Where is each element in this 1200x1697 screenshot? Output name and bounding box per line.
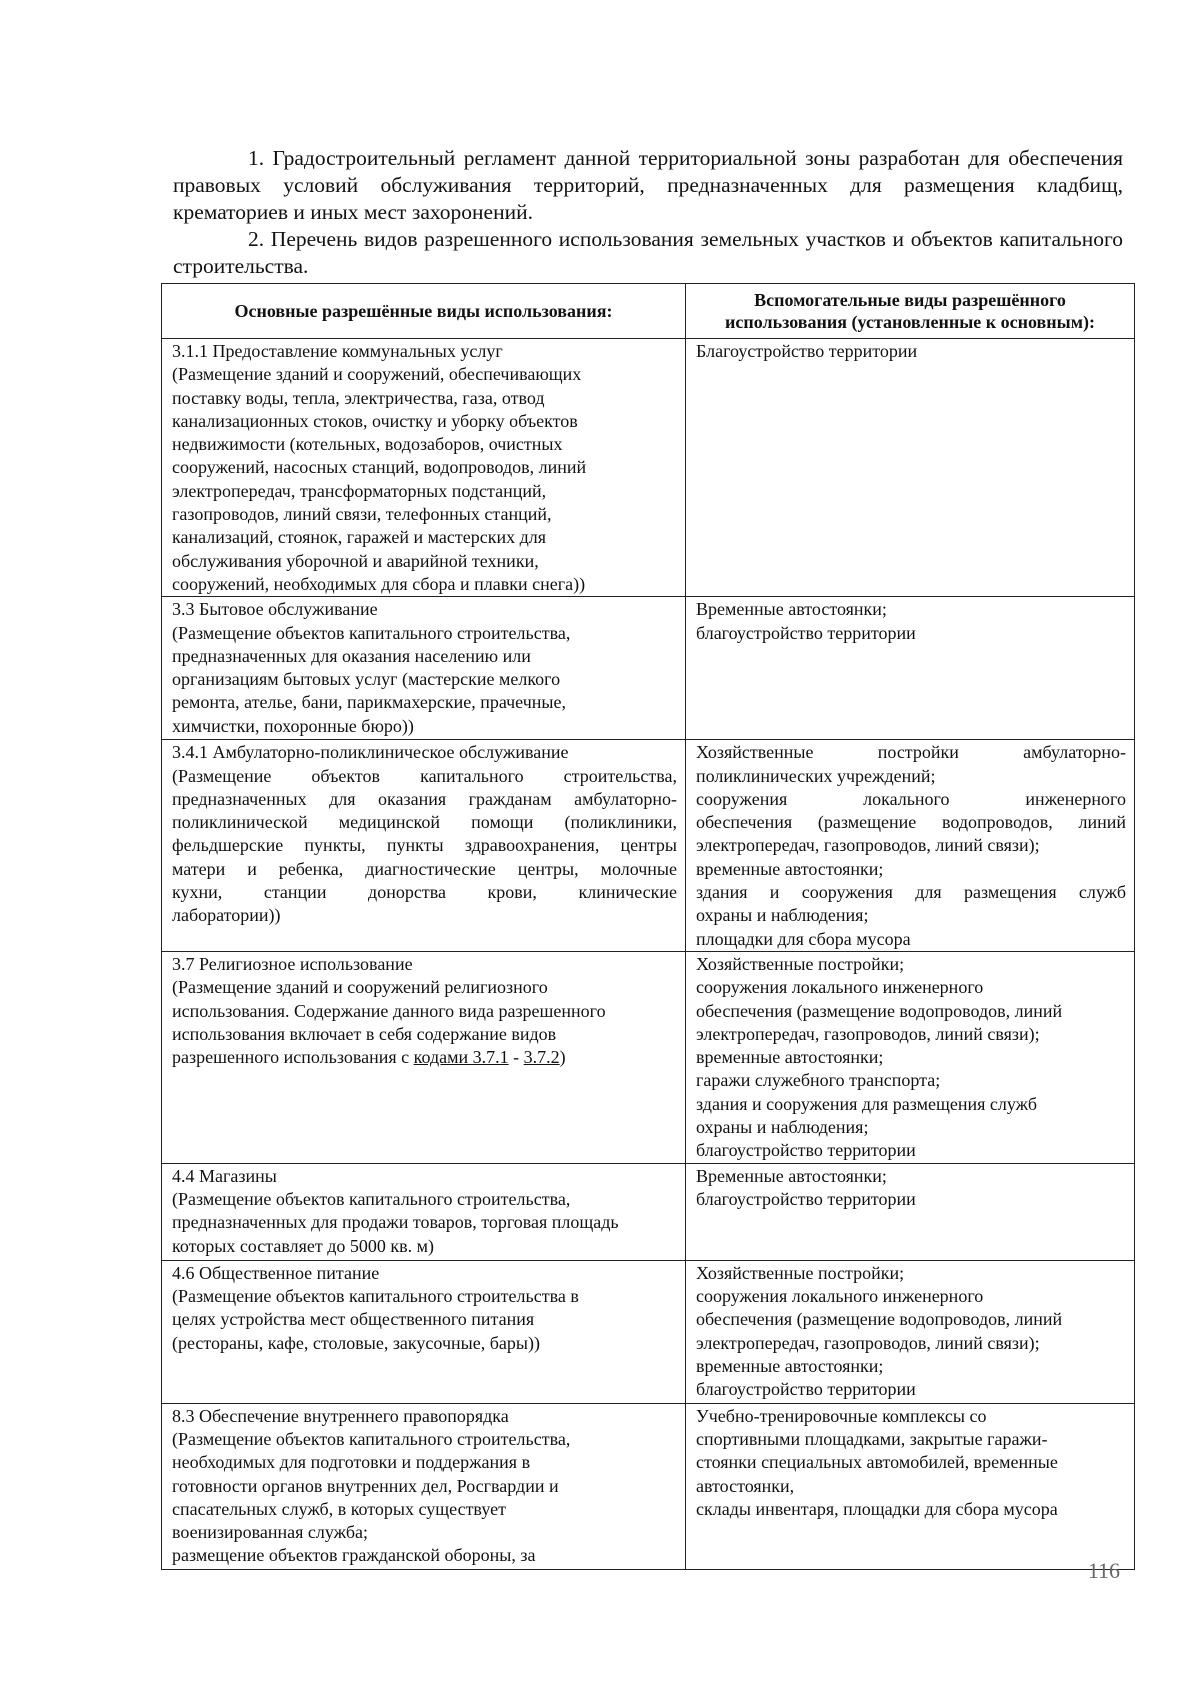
main-use-cell — [162, 1403, 686, 1569]
cell-line: 3.1.1 Предоставление коммунальных услуг — [172, 341, 503, 361]
cell-line: Хозяйственные постройки; — [696, 953, 905, 974]
code-link-3-7-2[interactable]: 3.7.2 — [523, 1047, 560, 1068]
cell-line: охраны и наблюдения; — [696, 1117, 869, 1138]
cell-line: временные автостоянки; — [696, 1355, 884, 1376]
table-header-row — [162, 284, 1135, 339]
intro-text — [173, 145, 1123, 280]
cell-line: 4.4 Магазины — [172, 1165, 277, 1186]
cell-line: обеспечения (размещение водопроводов, линий — [696, 1000, 1063, 1021]
cell-line: 3.4.1 Амбулаторно-поликлиническое обслуживание — [172, 742, 569, 763]
cell-line: охраны и наблюдения; — [696, 905, 869, 926]
cell-line: целях устройства мест общественного питания — [172, 1309, 535, 1330]
aux-use-cell — [686, 597, 1135, 740]
cell-line: организациям бытовых услуг (мастерские мелкого — [172, 669, 561, 690]
cell-line: (Размещение объектов капитального строительства в — [172, 1285, 579, 1306]
aux-use-cell — [686, 951, 1135, 1163]
cell-text: - — [508, 1047, 524, 1068]
cell-line: электропередач, газопроводов, линий связи); — [696, 1332, 1040, 1353]
cell-line: 8.3 Обеспечение внутреннего правопорядка — [172, 1405, 509, 1426]
main-use-cell — [162, 597, 686, 740]
cell-line: которых составляет до 5000 кв. м) — [172, 1235, 434, 1256]
cell-line: обеспечения (размещение водопроводов, линий — [696, 812, 1126, 833]
table-row — [162, 339, 1135, 597]
cell-line: необходимых для подготовки и поддержания в — [172, 1452, 531, 1473]
table-row — [162, 740, 1135, 952]
main-use-cell — [162, 951, 686, 1163]
cell-line: (Размещение объектов капитального строительства, — [172, 765, 677, 786]
cell-line: благоустройство территории — [696, 1140, 916, 1161]
cell-line: (Размещение объектов капитального строительства, — [172, 622, 571, 643]
cell-line: благоустройство территории — [696, 1188, 916, 1209]
cell-line: Благоустройство территории — [696, 341, 918, 361]
main-use-cell — [162, 1163, 686, 1260]
aux-use-cell — [686, 1260, 1135, 1403]
cell-line: поликлинической медицинской помощи (поликлиники, — [172, 812, 677, 833]
cell-line: стоянки специальных автомобилей, временные — [696, 1452, 1058, 1473]
cell-line: сооружения локального инженерного — [696, 788, 1126, 809]
cell-line: 3.7 Религиозное использование — [172, 953, 413, 974]
cell-line: спасательных служб, в которых существует — [172, 1498, 506, 1519]
aux-use-cell — [686, 1163, 1135, 1260]
cell-line: 4.6 Общественное питание — [172, 1262, 380, 1283]
code-link-3-7-1[interactable]: кодами 3.7.1 — [413, 1047, 509, 1068]
cell-line: поликлинических учреждений; — [696, 765, 936, 786]
table-row — [162, 597, 1135, 740]
table-row — [162, 1163, 1135, 1260]
header-aux-line-1: Вспомогательные виды разрешённого — [754, 290, 1066, 310]
cell-line: лаборатории)) — [172, 905, 281, 926]
cell-line: сооружения локального инженерного — [696, 977, 984, 998]
cell-line: предназначенных для оказания населению или — [172, 645, 531, 666]
cell-line: Хозяйственные постройки; — [696, 1262, 905, 1283]
cell-line: канализационных стоков, очистку и уборку объектов — [172, 410, 578, 431]
cell-line: фельдшерские пункты, пункты здравоохранения, центры — [172, 835, 677, 856]
header-aux-uses — [686, 284, 1135, 339]
cell-line: (Размещение зданий и сооружений религиозного — [172, 977, 548, 998]
cell-line: Учебно-тренировочные комплексы со — [696, 1405, 987, 1426]
cell-line: гаражи служебного транспорта; — [696, 1070, 941, 1091]
cell-line: размещение объектов гражданской обороны, за — [172, 1545, 536, 1566]
cell-line: электропередач, газопроводов, линий связи); — [696, 835, 1040, 856]
cell-text: ) — [559, 1047, 566, 1068]
cell-line: использования. Содержание данного вида разрешенного — [172, 1000, 606, 1021]
cell-line: газопроводов, линий связи, телефонных станций, — [172, 504, 552, 525]
cell-line: обслуживания уборочной и аварийной техники, — [172, 550, 539, 571]
cell-line: (рестораны, кафе, столовые, закусочные, бары)) — [172, 1332, 540, 1353]
cell-line: (Размещение объектов капитального строительства, — [172, 1428, 571, 1449]
table-row — [162, 1403, 1135, 1569]
cell-line: сооружений, насосных станций, водопроводов, линий — [172, 457, 587, 478]
cell-line: кухни, станции донорства крови, клинические — [172, 882, 677, 903]
cell-line: площадки для сбора мусора — [696, 928, 911, 949]
cell-text: разрешенного использования с — [172, 1047, 414, 1068]
main-use-cell — [162, 1260, 686, 1403]
cell-line: благоустройство территории — [696, 1379, 916, 1400]
cell-line: использования включает в себя содержание видов — [172, 1023, 557, 1044]
cell-line: (Размещение зданий и сооружений, обеспечивающих — [172, 364, 582, 385]
page-number: 116 — [1087, 1558, 1120, 1583]
aux-use-cell — [686, 740, 1135, 952]
cell-line: Временные автостоянки; — [696, 1165, 887, 1186]
cell-line: (Размещение объектов капитального строительства, — [172, 1188, 571, 1209]
cell-line: временные автостоянки; — [696, 858, 884, 879]
header-main-uses: Основные разрешённые виды использования: — [162, 284, 686, 339]
intro-paragraph-1: 1. Градостроительный регламент данной территориальной зоны разработан для обеспечения правовых условий обслуживания территорий, предназначенных для размещения кладбищ, крематориев и иных мест захоронений. — [173, 146, 1123, 224]
cell-line: склады инвентаря, площадки для сбора мусора — [696, 1498, 1058, 1519]
cell-line: Временные автостоянки; — [696, 599, 887, 620]
cell-line: недвижимости (котельных, водозаборов, очистных — [172, 434, 563, 455]
table-row — [162, 1260, 1135, 1403]
aux-use-cell — [686, 1403, 1135, 1569]
cell-line: военизированная служба; — [172, 1522, 368, 1543]
cell-line: обеспечения (размещение водопроводов, линий — [696, 1309, 1063, 1330]
cell-line: готовности органов внутренних дел, Росгвардии и — [172, 1475, 559, 1496]
cell-line: химчистки, похоронные бюро)) — [172, 715, 414, 736]
cell-line: спортивными площадками, закрытые гаражи- — [696, 1428, 1048, 1449]
cell-line: ремонта, ателье, бани, парикмахерские, прачечные, — [172, 692, 566, 713]
cell-line: здания и сооружения для размещения служб — [696, 1093, 1037, 1114]
cell-line: электропередач, газопроводов, линий связи); — [696, 1023, 1040, 1044]
header-aux-line-2: использования (установленные к основным): — [725, 312, 1095, 332]
cell-line: сооружений, необходимых для сбора и плавки снега)) — [172, 573, 586, 594]
cell-line: автостоянки, — [696, 1475, 795, 1496]
cell-line: сооружения локального инженерного — [696, 1285, 984, 1306]
cell-line: временные автостоянки; — [696, 1047, 884, 1068]
cell-line: матери и ребенка, диагностические центры, молочные — [172, 858, 677, 879]
land-use-table — [161, 283, 1135, 1570]
cell-line: электропередач, трансформаторных подстанций, — [172, 480, 547, 501]
cell-line: предназначенных для продажи товаров, торговая площадь — [172, 1212, 619, 1233]
cell-line: Хозяйственные постройки амбулаторно- — [696, 742, 1126, 763]
cell-line: 3.3 Бытовое обслуживание — [172, 599, 378, 620]
main-use-cell — [162, 339, 686, 597]
main-use-cell — [162, 740, 686, 952]
cell-line: благоустройство территории — [696, 622, 916, 643]
intro-paragraph-2: 2. Перечень видов разрешенного использования земельных участков и объектов капитального строительства. — [173, 227, 1123, 278]
cell-line: здания и сооружения для размещения служб — [696, 882, 1126, 903]
aux-use-cell — [686, 339, 1135, 597]
table-row — [162, 951, 1135, 1163]
cell-line: предназначенных для оказания гражданам амбулаторно- — [172, 788, 677, 809]
cell-line: поставку воды, тепла, электричества, газа, отвод — [172, 387, 545, 408]
cell-line — [172, 1046, 677, 1069]
cell-line: канализаций, стоянок, гаражей и мастерских для — [172, 527, 546, 548]
